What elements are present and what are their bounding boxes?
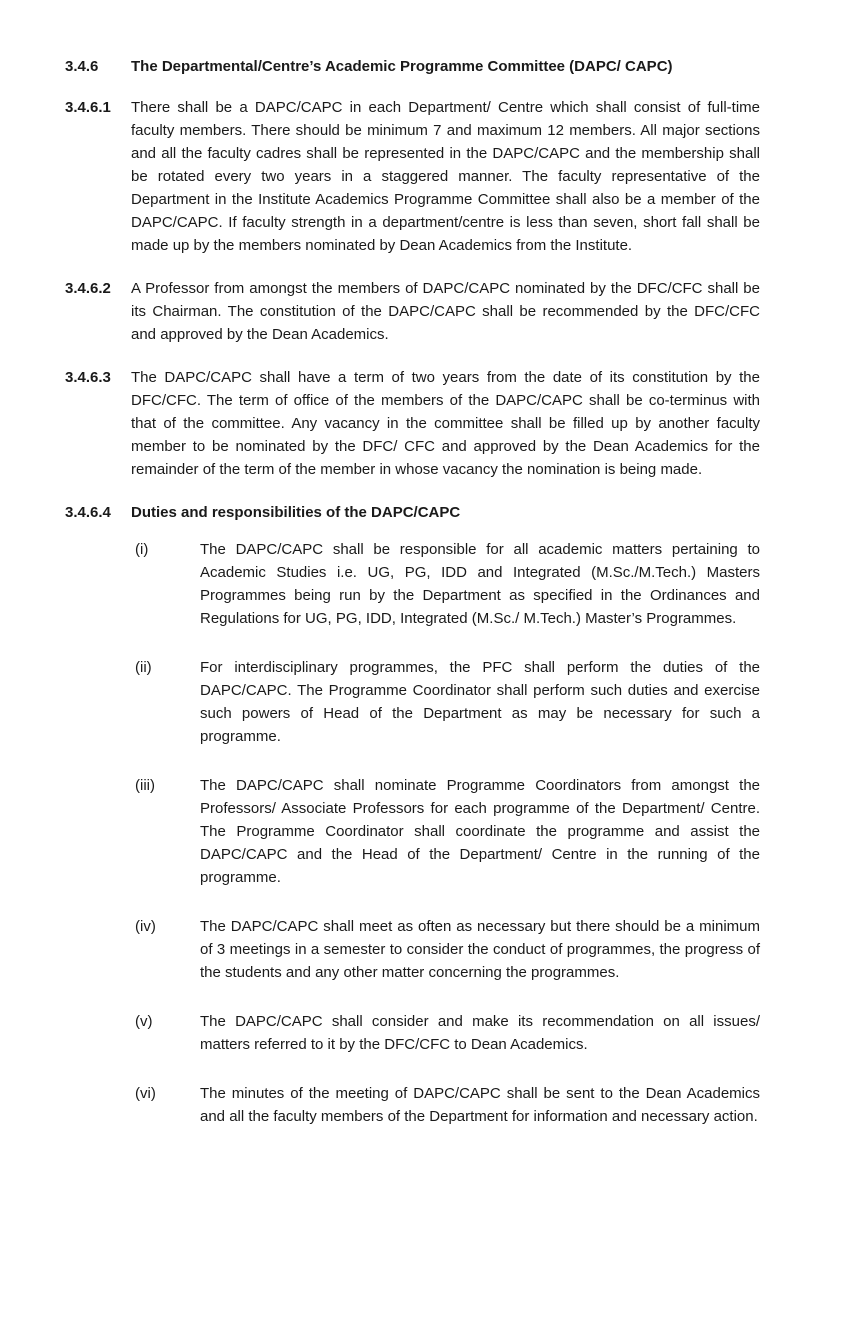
duty-text: The DAPC/CAPC shall consider and make its recommendation on all issues/ matters referred to it by the DFC/CFC to Dean Academics. bbox=[200, 1013, 760, 1053]
section-paragraph: There shall be a DAPC/CAPC in each Department/ Centre which shall consist of full-time faculty members. There should be minimum 7 and maximum 12 members. All major sections and all the faculty cadres shall be represented in the DAPC/CAPC and the membership shall be rotated every two years in a staggered manner. The faculty representative of the Department in the Institute Academics Programme Committee shall also be a member of the DAPC/CAPC. If faculty strength in a department/centre is less than seven, short fall shall be made up by the members nominated by Dean Academics from the Institute. bbox=[131, 99, 760, 254]
duty-label: (i) bbox=[135, 541, 149, 558]
duty-text: The DAPC/CAPC shall nominate Programme Coordinators from amongst the Professors/ Associate Professors for each programme of the Department/ Centre. The Programme Coordinator shall coordinate the programme and assist the DAPC/CAPC and the Head of the Department/ Centre in the running of the programme. bbox=[200, 777, 760, 886]
section-number: 3.4.6.3 bbox=[65, 369, 111, 386]
section-3-4-6-1 bbox=[65, 96, 760, 257]
section-3-4-6 bbox=[65, 55, 760, 78]
section-3-4-6-3 bbox=[65, 366, 760, 481]
duty-label: (iii) bbox=[135, 777, 155, 794]
duty-text: The DAPC/CAPC shall meet as often as necessary but there should be a minimum of 3 meetings in a semester to consider the conduct of programmes, the progress of the students and any other matter concerning the programmes. bbox=[200, 918, 760, 981]
duties-list bbox=[135, 538, 760, 1128]
section-paragraph: The DAPC/CAPC shall have a term of two years from the date of its constitution by the DFC/CFC. The term of office of the members of the DAPC/CAPC shall be co-terminus with that of the committee. Any vacancy in the committee shall be filled up by another faculty member to be nominated by the DFC/ CFC and approved by the Dean Academics for the remainder of the term of the member in whose vacancy the nomination is being made. bbox=[131, 369, 760, 478]
section-3-4-6-2 bbox=[65, 277, 760, 346]
duty-text: The DAPC/CAPC shall be responsible for all academic matters pertaining to Academic Studies i.e. UG, PG, IDD and Integrated (M.Sc./M.Tech.) Masters Programmes being run by the Department as specified in the Ordinances and Regulations for UG, PG, IDD, Integrated (M.Sc./ M.Tech.) Master’s Programmes. bbox=[200, 541, 760, 627]
section-number: 3.4.6.2 bbox=[65, 280, 111, 297]
duty-item-ii bbox=[135, 656, 760, 748]
duty-text: The minutes of the meeting of DAPC/CAPC shall be sent to the Dean Academics and all the faculty members of the Department for information and necessary action. bbox=[200, 1085, 760, 1125]
section-number: 3.4.6 bbox=[65, 58, 99, 75]
section-heading-text: The Departmental/Centre’s Academic Programme Committee (DAPC/ CAPC) bbox=[131, 58, 673, 75]
duty-label: (vi) bbox=[135, 1085, 156, 1102]
duty-item-v bbox=[135, 1010, 760, 1056]
duty-text: For interdisciplinary programmes, the PFC shall perform the duties of the DAPC/CAPC. The Programme Coordinator shall perform such duties and exercise such powers of Head of the Department as may be necessary for such a programme. bbox=[200, 659, 760, 745]
duty-item-i bbox=[135, 538, 760, 630]
duty-item-iv bbox=[135, 915, 760, 984]
duty-item-vi bbox=[135, 1082, 760, 1128]
duty-item-iii bbox=[135, 774, 760, 889]
section-heading-text: Duties and responsibilities of the DAPC/CAPC bbox=[131, 504, 461, 521]
section-number: 3.4.6.4 bbox=[65, 504, 111, 521]
section-3-4-6-4 bbox=[65, 501, 760, 524]
section-number: 3.4.6.1 bbox=[65, 99, 111, 116]
duty-label: (v) bbox=[135, 1013, 153, 1030]
duty-label: (iv) bbox=[135, 918, 156, 935]
duty-label: (ii) bbox=[135, 659, 152, 676]
section-paragraph: A Professor from amongst the members of DAPC/CAPC nominated by the DFC/CFC shall be its Chairman. The constitution of the DAPC/CAPC shall be recommended by the DFC/CFC and approved by the Dean Academics. bbox=[131, 280, 760, 343]
